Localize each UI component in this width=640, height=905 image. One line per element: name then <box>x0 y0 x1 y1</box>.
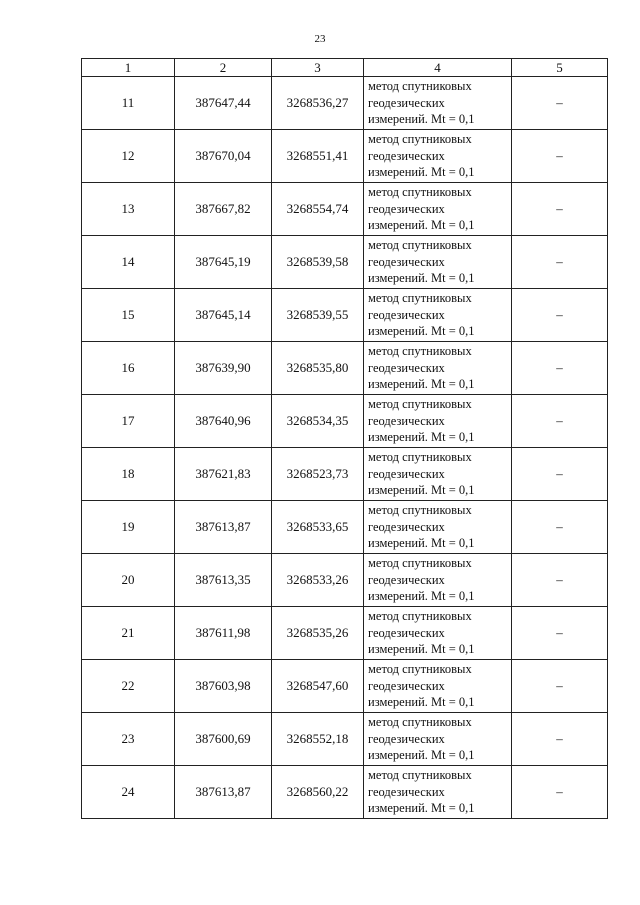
table-row <box>82 766 608 819</box>
y-coordinate-cell: 3268536,27 <box>272 77 364 130</box>
x-coordinate-cell: 387613,87 <box>175 766 272 819</box>
method-cell <box>364 607 512 660</box>
method-line: измерений. Mt = 0,1 <box>368 324 475 339</box>
method-line: геодезических <box>368 201 445 216</box>
method-line: геодезических <box>368 678 445 693</box>
note-cell: – <box>512 607 608 660</box>
note-cell: – <box>512 130 608 183</box>
note-cell: – <box>512 448 608 501</box>
point-number-cell: 11 <box>82 77 175 130</box>
method-line: геодезических <box>368 466 445 481</box>
point-number-cell: 23 <box>82 713 175 766</box>
table-row <box>82 77 608 130</box>
method-line: измерений. Mt = 0,1 <box>368 695 475 710</box>
y-coordinate-cell: 3268533,65 <box>272 501 364 554</box>
method-cell <box>364 501 512 554</box>
method-cell <box>364 183 512 236</box>
page-number: 23 <box>314 33 326 45</box>
y-coordinate-cell: 3268539,55 <box>272 289 364 342</box>
point-number-cell: 13 <box>82 183 175 236</box>
note-cell: – <box>512 395 608 448</box>
table-row <box>82 660 608 713</box>
table-row <box>82 713 608 766</box>
method-cell <box>364 395 512 448</box>
point-number-cell: 22 <box>82 660 175 713</box>
note-cell: – <box>512 289 608 342</box>
x-coordinate-cell: 387647,44 <box>175 77 272 130</box>
y-coordinate-cell: 3268560,22 <box>272 766 364 819</box>
note-cell: – <box>512 554 608 607</box>
method-line: метод спутниковых <box>368 609 472 624</box>
header-col-4: 4 <box>364 59 512 77</box>
point-number-cell: 21 <box>82 607 175 660</box>
header-col-3: 3 <box>272 59 364 77</box>
note-cell: – <box>512 660 608 713</box>
note-cell: – <box>512 77 608 130</box>
table-row <box>82 130 608 183</box>
y-coordinate-cell: 3268554,74 <box>272 183 364 236</box>
table-row <box>82 183 608 236</box>
y-coordinate-cell: 3268535,80 <box>272 342 364 395</box>
table-row <box>82 395 608 448</box>
table-row <box>82 289 608 342</box>
method-line: измерений. Mt = 0,1 <box>368 430 475 445</box>
method-line: метод спутниковых <box>368 662 472 677</box>
point-number-cell: 16 <box>82 342 175 395</box>
point-number-cell: 18 <box>82 448 175 501</box>
method-line: геодезических <box>368 95 445 110</box>
x-coordinate-cell: 387640,96 <box>175 395 272 448</box>
method-cell <box>364 77 512 130</box>
header-col-2: 2 <box>175 59 272 77</box>
method-line: измерений. Mt = 0,1 <box>368 589 475 604</box>
table-row <box>82 342 608 395</box>
table-body <box>82 77 608 819</box>
method-line: измерений. Mt = 0,1 <box>368 483 475 498</box>
y-coordinate-cell: 3268539,58 <box>272 236 364 289</box>
x-coordinate-cell: 387667,82 <box>175 183 272 236</box>
x-coordinate-cell: 387670,04 <box>175 130 272 183</box>
method-line: измерений. Mt = 0,1 <box>368 218 475 233</box>
method-line: измерений. Mt = 0,1 <box>368 165 475 180</box>
coordinates-table <box>81 58 608 819</box>
point-number-cell: 19 <box>82 501 175 554</box>
method-cell <box>364 236 512 289</box>
x-coordinate-cell: 387603,98 <box>175 660 272 713</box>
note-cell: – <box>512 342 608 395</box>
y-coordinate-cell: 3268535,26 <box>272 607 364 660</box>
method-line: геодезических <box>368 413 445 428</box>
method-cell <box>364 554 512 607</box>
point-number-cell: 24 <box>82 766 175 819</box>
method-line: измерений. Mt = 0,1 <box>368 801 475 816</box>
header-col-1: 1 <box>82 59 175 77</box>
method-cell <box>364 342 512 395</box>
method-line: метод спутниковых <box>368 397 472 412</box>
method-line: метод спутниковых <box>368 132 472 147</box>
method-line: метод спутниковых <box>368 291 472 306</box>
method-line: измерений. Mt = 0,1 <box>368 748 475 763</box>
note-cell: – <box>512 501 608 554</box>
point-number-cell: 14 <box>82 236 175 289</box>
table-row <box>82 501 608 554</box>
x-coordinate-cell: 387613,87 <box>175 501 272 554</box>
method-cell <box>364 713 512 766</box>
method-line: метод спутниковых <box>368 503 472 518</box>
method-line: метод спутниковых <box>368 238 472 253</box>
method-line: геодезических <box>368 625 445 640</box>
method-cell <box>364 130 512 183</box>
point-number-cell: 12 <box>82 130 175 183</box>
method-line: метод спутниковых <box>368 185 472 200</box>
method-line: измерений. Mt = 0,1 <box>368 642 475 657</box>
x-coordinate-cell: 387639,90 <box>175 342 272 395</box>
table-row <box>82 236 608 289</box>
point-number-cell: 17 <box>82 395 175 448</box>
point-number-cell: 15 <box>82 289 175 342</box>
y-coordinate-cell: 3268552,18 <box>272 713 364 766</box>
y-coordinate-cell: 3268547,60 <box>272 660 364 713</box>
method-line: геодезических <box>368 572 445 587</box>
x-coordinate-cell: 387621,83 <box>175 448 272 501</box>
note-cell: – <box>512 183 608 236</box>
method-line: геодезических <box>368 731 445 746</box>
method-cell <box>364 289 512 342</box>
x-coordinate-cell: 387600,69 <box>175 713 272 766</box>
method-cell <box>364 766 512 819</box>
method-line: метод спутниковых <box>368 768 472 783</box>
method-line: геодезических <box>368 360 445 375</box>
method-line: метод спутниковых <box>368 556 472 571</box>
x-coordinate-cell: 387645,14 <box>175 289 272 342</box>
table-header <box>82 59 608 77</box>
method-line: геодезических <box>368 519 445 534</box>
header-col-5: 5 <box>512 59 608 77</box>
method-line: измерений. Mt = 0,1 <box>368 536 475 551</box>
method-line: геодезических <box>368 307 445 322</box>
x-coordinate-cell: 387611,98 <box>175 607 272 660</box>
y-coordinate-cell: 3268551,41 <box>272 130 364 183</box>
method-line: измерений. Mt = 0,1 <box>368 271 475 286</box>
point-number-cell: 20 <box>82 554 175 607</box>
table-row <box>82 554 608 607</box>
table-row <box>82 607 608 660</box>
note-cell: – <box>512 766 608 819</box>
method-cell <box>364 448 512 501</box>
y-coordinate-cell: 3268533,26 <box>272 554 364 607</box>
note-cell: – <box>512 713 608 766</box>
method-line: геодезических <box>368 254 445 269</box>
header-row <box>82 59 608 77</box>
method-line: геодезических <box>368 148 445 163</box>
method-line: метод спутниковых <box>368 715 472 730</box>
table-row <box>82 448 608 501</box>
method-line: метод спутниковых <box>368 79 472 94</box>
y-coordinate-cell: 3268534,35 <box>272 395 364 448</box>
method-cell <box>364 660 512 713</box>
method-line: измерений. Mt = 0,1 <box>368 112 475 127</box>
y-coordinate-cell: 3268523,73 <box>272 448 364 501</box>
x-coordinate-cell: 387613,35 <box>175 554 272 607</box>
x-coordinate-cell: 387645,19 <box>175 236 272 289</box>
method-line: измерений. Mt = 0,1 <box>368 377 475 392</box>
note-cell: – <box>512 236 608 289</box>
method-line: метод спутниковых <box>368 344 472 359</box>
method-line: геодезических <box>368 784 445 799</box>
method-line: метод спутниковых <box>368 450 472 465</box>
